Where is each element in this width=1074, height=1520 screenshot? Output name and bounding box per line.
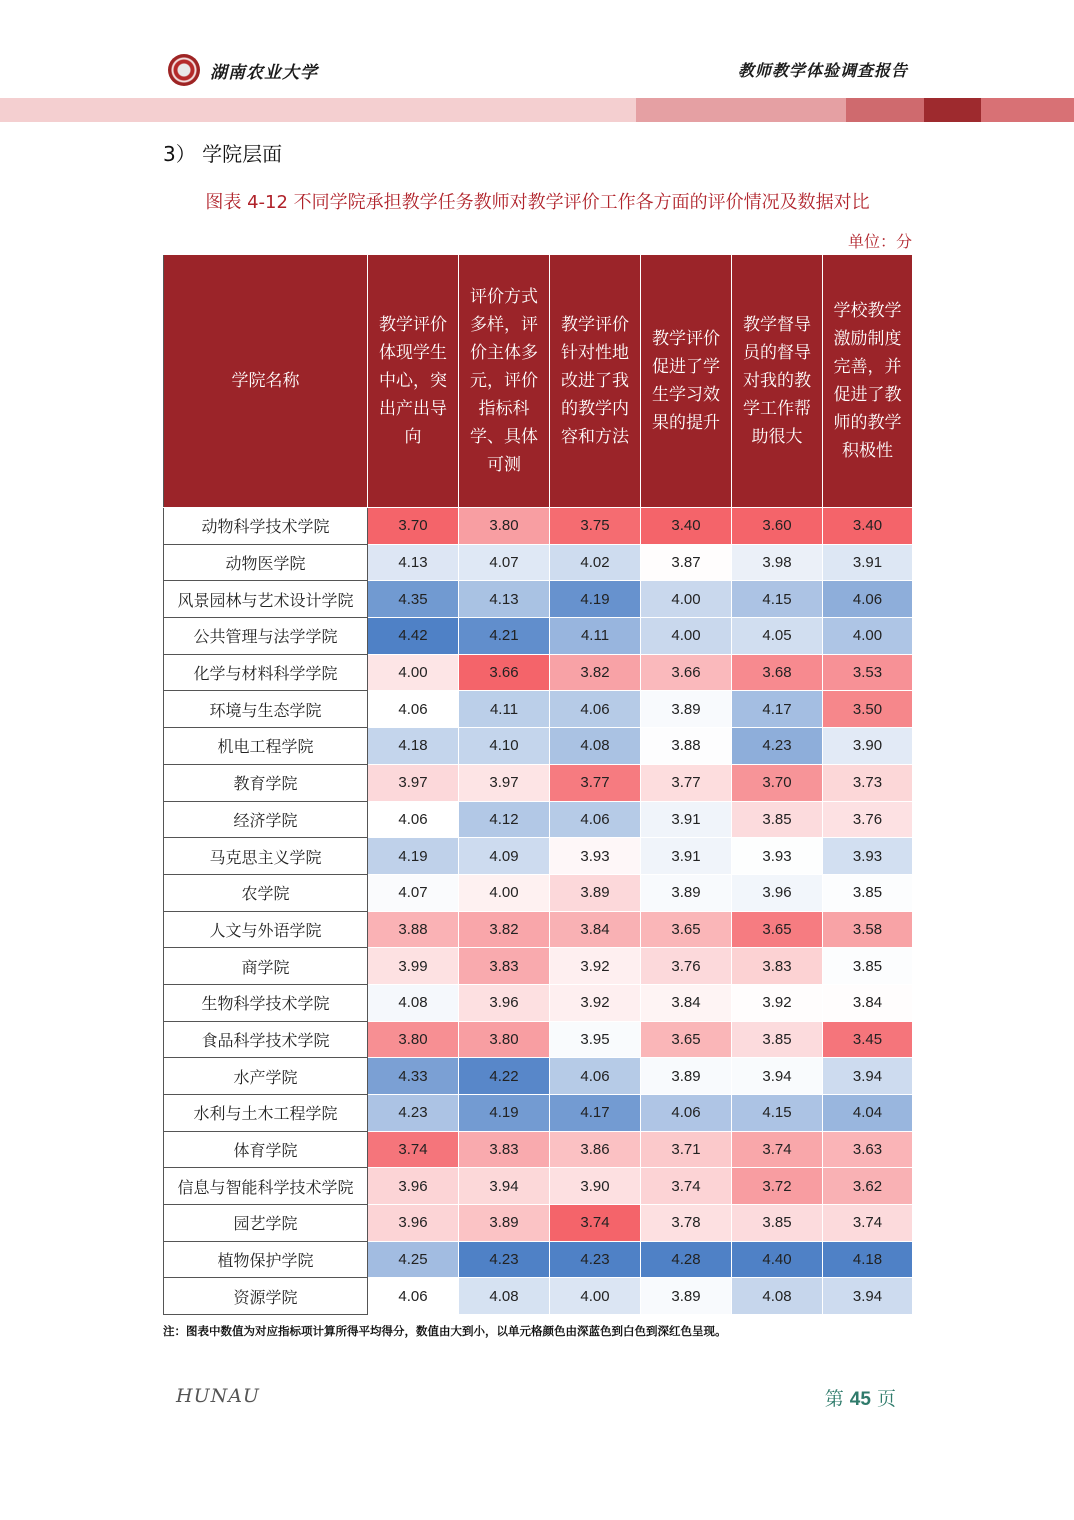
score-cell: 3.60	[732, 508, 823, 545]
score-cell: 3.93	[823, 838, 913, 875]
score-cell: 4.18	[368, 728, 459, 765]
score-cell: 3.95	[550, 1021, 641, 1058]
score-cell: 3.96	[368, 1168, 459, 1205]
score-cell: 3.75	[550, 508, 641, 545]
score-cell: 3.91	[641, 801, 732, 838]
table-header-row	[164, 255, 913, 508]
column-header-student-centered: 教学评价体现学生中心，突出产出导向	[368, 255, 459, 508]
table-row	[164, 801, 913, 838]
score-cell: 4.28	[641, 1241, 732, 1278]
score-cell: 3.65	[641, 1021, 732, 1058]
score-cell: 3.91	[641, 838, 732, 875]
score-cell: 3.76	[823, 801, 913, 838]
college-name-cell: 马克思主义学院	[164, 838, 368, 875]
table-row	[164, 1205, 913, 1242]
score-cell: 3.70	[732, 764, 823, 801]
score-cell: 4.06	[368, 691, 459, 728]
college-name-cell: 风景园林与艺术设计学院	[164, 581, 368, 618]
score-cell: 3.73	[823, 764, 913, 801]
score-cell: 3.90	[550, 1168, 641, 1205]
page-suffix: 页	[876, 1388, 896, 1410]
score-cell: 3.96	[459, 984, 550, 1021]
college-name-cell: 体育学院	[164, 1131, 368, 1168]
score-cell: 3.71	[641, 1131, 732, 1168]
college-name-cell: 农学院	[164, 874, 368, 911]
score-cell: 4.08	[732, 1278, 823, 1315]
score-cell: 3.82	[459, 911, 550, 948]
score-cell: 4.40	[732, 1241, 823, 1278]
score-cell: 3.50	[823, 691, 913, 728]
score-cell: 4.06	[368, 801, 459, 838]
score-cell: 3.96	[732, 874, 823, 911]
score-cell: 4.10	[459, 728, 550, 765]
score-cell: 3.53	[823, 654, 913, 691]
score-cell: 3.94	[823, 1058, 913, 1095]
score-cell: 4.00	[641, 581, 732, 618]
score-cell: 4.09	[459, 838, 550, 875]
column-header-college: 学院名称	[164, 255, 368, 508]
score-cell: 4.11	[550, 618, 641, 655]
score-cell: 3.98	[732, 544, 823, 581]
college-name-cell: 机电工程学院	[164, 728, 368, 765]
score-cell: 4.00	[823, 618, 913, 655]
score-cell: 3.92	[550, 984, 641, 1021]
score-cell: 3.88	[641, 728, 732, 765]
table-row	[164, 1131, 913, 1168]
report-title: 教师教学体验调查报告	[737, 61, 908, 80]
college-name-cell: 环境与生态学院	[164, 691, 368, 728]
score-cell: 3.84	[550, 911, 641, 948]
score-cell: 3.91	[823, 544, 913, 581]
score-cell: 3.97	[459, 764, 550, 801]
score-cell: 4.21	[459, 618, 550, 655]
score-cell: 3.96	[368, 1205, 459, 1242]
score-cell: 4.06	[550, 801, 641, 838]
header-band-4	[924, 98, 981, 122]
university-logo-icon	[168, 54, 200, 86]
score-cell: 3.85	[732, 1205, 823, 1242]
score-cell: 4.00	[459, 874, 550, 911]
score-cell: 4.25	[368, 1241, 459, 1278]
score-cell: 3.85	[823, 948, 913, 985]
score-cell: 3.97	[368, 764, 459, 801]
score-cell: 4.13	[368, 544, 459, 581]
college-name-cell: 动物科学技术学院	[164, 508, 368, 545]
score-cell: 3.83	[459, 948, 550, 985]
column-header-learning-effect: 教学评价促进了学生学习效果的提升	[641, 255, 732, 508]
score-cell: 3.65	[641, 911, 732, 948]
score-cell: 4.06	[368, 1278, 459, 1315]
score-cell: 3.89	[641, 1058, 732, 1095]
college-name-cell: 园艺学院	[164, 1205, 368, 1242]
score-cell: 3.63	[823, 1131, 913, 1168]
score-cell: 4.42	[368, 618, 459, 655]
score-cell: 3.82	[550, 654, 641, 691]
table-row	[164, 618, 913, 655]
score-cell: 3.62	[823, 1168, 913, 1205]
score-cell: 4.13	[459, 581, 550, 618]
score-cell: 4.05	[732, 618, 823, 655]
table-row	[164, 911, 913, 948]
college-name-cell: 商学院	[164, 948, 368, 985]
table-row	[164, 948, 913, 985]
score-cell: 3.90	[823, 728, 913, 765]
header-band-3	[846, 98, 924, 122]
score-cell: 4.06	[550, 691, 641, 728]
score-cell: 4.00	[641, 618, 732, 655]
score-cell: 4.15	[732, 581, 823, 618]
college-name-cell: 人文与外语学院	[164, 911, 368, 948]
column-header-supervision: 教学督导员的督导对我的教学工作帮助很大	[732, 255, 823, 508]
score-cell: 4.00	[368, 654, 459, 691]
score-cell: 4.04	[823, 1095, 913, 1132]
score-cell: 3.84	[823, 984, 913, 1021]
score-cell: 3.74	[368, 1131, 459, 1168]
table-row	[164, 874, 913, 911]
column-header-improve-teaching: 教学评价针对性地改进了我的教学内容和方法	[550, 255, 641, 508]
score-cell: 3.72	[732, 1168, 823, 1205]
score-cell: 3.66	[641, 654, 732, 691]
score-cell: 4.08	[459, 1278, 550, 1315]
score-cell: 3.88	[368, 911, 459, 948]
college-name-cell: 公共管理与法学学院	[164, 618, 368, 655]
score-cell: 3.94	[823, 1278, 913, 1315]
score-cell: 4.06	[641, 1095, 732, 1132]
score-cell: 3.66	[459, 654, 550, 691]
score-cell: 3.40	[823, 508, 913, 545]
score-cell: 4.23	[732, 728, 823, 765]
evaluation-table	[163, 254, 913, 1315]
score-cell: 4.23	[368, 1095, 459, 1132]
score-cell: 3.92	[732, 984, 823, 1021]
score-cell: 3.99	[368, 948, 459, 985]
score-cell: 3.83	[459, 1131, 550, 1168]
score-cell: 4.08	[368, 984, 459, 1021]
score-cell: 4.35	[368, 581, 459, 618]
score-cell: 3.74	[641, 1168, 732, 1205]
college-name-cell: 动物医学院	[164, 544, 368, 581]
unit-label: 单位：分	[847, 232, 912, 251]
score-cell: 3.89	[641, 691, 732, 728]
score-cell: 3.40	[641, 508, 732, 545]
score-cell: 3.74	[823, 1205, 913, 1242]
score-cell: 3.78	[641, 1205, 732, 1242]
score-cell: 3.93	[550, 838, 641, 875]
footer-logo-text: HUNAU	[176, 1385, 260, 1407]
college-name-cell: 食品科学技术学院	[164, 1021, 368, 1058]
score-cell: 3.45	[823, 1021, 913, 1058]
score-cell: 4.06	[823, 581, 913, 618]
score-cell: 3.89	[550, 874, 641, 911]
table-row	[164, 1021, 913, 1058]
table-row	[164, 1058, 913, 1095]
college-name-cell: 经济学院	[164, 801, 368, 838]
score-cell: 3.94	[459, 1168, 550, 1205]
score-cell: 4.19	[368, 838, 459, 875]
score-cell: 3.70	[368, 508, 459, 545]
score-cell: 3.74	[550, 1205, 641, 1242]
score-cell: 4.19	[550, 581, 641, 618]
college-name-cell: 生物科学技术学院	[164, 984, 368, 1021]
university-name: 湖南农业大学	[210, 63, 318, 83]
score-cell: 3.65	[732, 911, 823, 948]
score-cell: 3.77	[641, 764, 732, 801]
table-row	[164, 581, 913, 618]
table-row	[164, 544, 913, 581]
score-cell: 3.74	[732, 1131, 823, 1168]
score-cell: 4.07	[368, 874, 459, 911]
score-cell: 3.80	[459, 1021, 550, 1058]
score-cell: 4.00	[550, 1278, 641, 1315]
score-cell: 3.85	[732, 801, 823, 838]
column-header-incentive: 学校教学激励制度完善，并促进了教师的教学积极性	[823, 255, 913, 508]
score-cell: 4.17	[550, 1095, 641, 1132]
college-name-cell: 资源学院	[164, 1278, 368, 1315]
score-cell: 3.84	[641, 984, 732, 1021]
header-band-5	[981, 98, 1074, 122]
table-row	[164, 508, 913, 545]
score-cell: 3.94	[732, 1058, 823, 1095]
score-cell: 4.07	[459, 544, 550, 581]
score-cell: 3.83	[732, 948, 823, 985]
table-body	[164, 508, 913, 1315]
score-cell: 4.12	[459, 801, 550, 838]
score-cell: 3.89	[459, 1205, 550, 1242]
page-header	[0, 0, 1074, 125]
score-cell: 4.15	[732, 1095, 823, 1132]
score-cell: 4.11	[459, 691, 550, 728]
score-cell: 4.02	[550, 544, 641, 581]
table-row	[164, 1241, 913, 1278]
score-cell: 3.85	[823, 874, 913, 911]
score-cell: 3.89	[641, 874, 732, 911]
score-cell: 3.77	[550, 764, 641, 801]
score-cell: 4.18	[823, 1241, 913, 1278]
table-note: 注：图表中数值为对应指标项计算所得平均得分，数值由大到小，以单元格颜色由深蓝色到白色到深红色呈现。	[163, 1324, 727, 1338]
score-cell: 4.17	[732, 691, 823, 728]
table-caption: 图表 4-12 不同学院承担教学任务教师对教学评价工作各方面的评价情况及数据对比	[205, 192, 870, 213]
college-name-cell: 教育学院	[164, 764, 368, 801]
score-cell: 3.86	[550, 1131, 641, 1168]
table-row	[164, 1095, 913, 1132]
score-cell: 3.92	[550, 948, 641, 985]
college-name-cell: 化学与材料科学学院	[164, 654, 368, 691]
score-cell: 3.76	[641, 948, 732, 985]
college-name-cell: 水产学院	[164, 1058, 368, 1095]
header-band-2	[636, 98, 846, 122]
college-name-cell: 水利与土木工程学院	[164, 1095, 368, 1132]
score-cell: 3.68	[732, 654, 823, 691]
table-row	[164, 1168, 913, 1205]
table-row	[164, 838, 913, 875]
score-cell: 3.93	[732, 838, 823, 875]
college-name-cell: 信息与智能科学技术学院	[164, 1168, 368, 1205]
score-cell: 3.87	[641, 544, 732, 581]
score-cell: 3.80	[368, 1021, 459, 1058]
score-cell: 3.80	[459, 508, 550, 545]
score-cell: 3.85	[732, 1021, 823, 1058]
score-cell: 4.08	[550, 728, 641, 765]
score-cell: 4.23	[459, 1241, 550, 1278]
header-band-1	[0, 98, 636, 122]
page-prefix: 第	[824, 1388, 844, 1410]
score-cell: 4.22	[459, 1058, 550, 1095]
score-cell: 3.58	[823, 911, 913, 948]
table-row	[164, 984, 913, 1021]
column-header-diverse-methods: 评价方式多样，评价主体多元，评价指标科学、具体可测	[459, 255, 550, 508]
score-cell: 4.19	[459, 1095, 550, 1132]
score-cell: 4.33	[368, 1058, 459, 1095]
table-row	[164, 654, 913, 691]
table-row	[164, 728, 913, 765]
table-row	[164, 1278, 913, 1315]
score-cell: 3.89	[641, 1278, 732, 1315]
table-row	[164, 691, 913, 728]
score-cell: 4.23	[550, 1241, 641, 1278]
page-number	[825, 1384, 896, 1411]
page-number-value: 45	[849, 1389, 871, 1410]
table-row	[164, 764, 913, 801]
college-name-cell: 植物保护学院	[164, 1241, 368, 1278]
score-cell: 4.06	[550, 1058, 641, 1095]
section-title: 3） 学院层面	[163, 142, 283, 166]
